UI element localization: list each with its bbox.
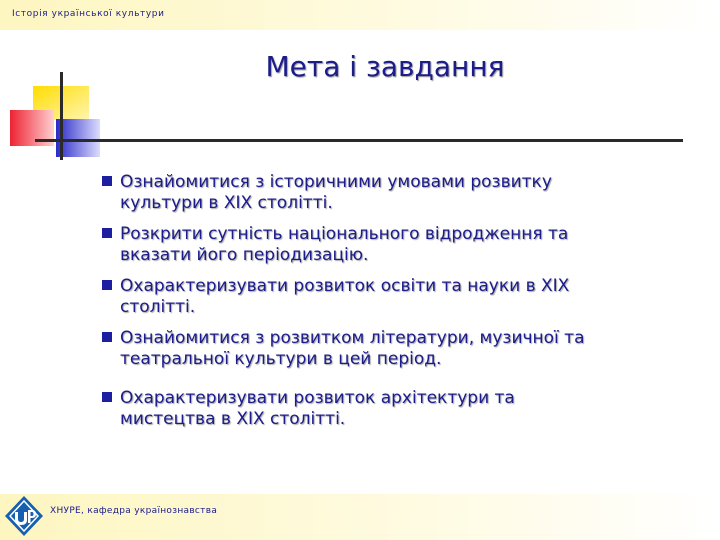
list-item-line: Ознайомитися з історичними умовами розвитку [120, 172, 552, 192]
square-bullet-icon [102, 332, 112, 342]
list-item-line: Ознайомитися з розвитком літератури, музичної та [120, 328, 585, 348]
vertical-line [60, 72, 63, 160]
list-item [102, 224, 692, 266]
square-bullet-icon [102, 228, 112, 238]
goals-list [102, 172, 692, 440]
list-item-line: театральної культури в цей період. [120, 349, 442, 369]
decorative-squares [0, 0, 720, 170]
list-item-line: Розкрити сутність національного відродження та [120, 224, 569, 244]
list-item [102, 388, 692, 430]
square-bullet-icon [102, 392, 112, 402]
list-item-line: Охарактеризувати розвиток освіти та науки в ХІХ [120, 276, 570, 296]
list-item-line: Охарактеризувати розвиток архітектури та [120, 388, 515, 408]
header-title: Історія української культури [12, 9, 165, 19]
list-item-line: столітті. [120, 297, 196, 317]
footer-band [0, 494, 720, 540]
list-item [102, 172, 692, 214]
list-item-line: мистецтва в ХІХ столітті. [120, 409, 346, 429]
square-bullet-icon [102, 176, 112, 186]
footer-caption: ХНУРЕ, кафедра українознавства [50, 506, 218, 516]
list-item-line: вказати його періодизацію. [120, 245, 369, 265]
university-logo-icon [4, 495, 44, 537]
list-item-line: культури в ХІХ столітті. [120, 193, 333, 213]
square-bullet-icon [102, 280, 112, 290]
slide-title: Мета і завдання [265, 50, 505, 83]
list-item [102, 276, 692, 318]
list-item [102, 328, 692, 370]
title-divider [35, 139, 683, 142]
